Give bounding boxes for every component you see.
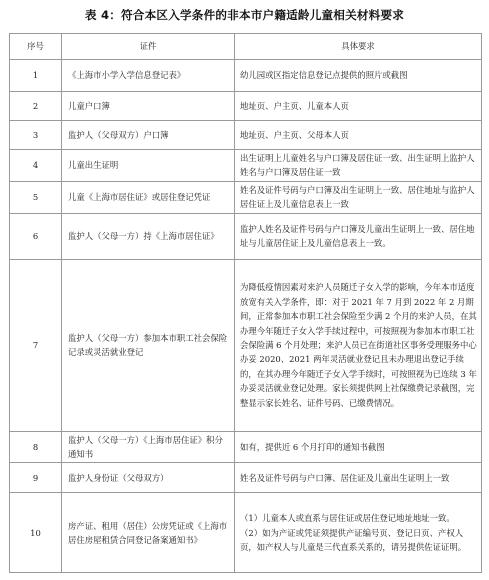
table-row <box>10 60 482 92</box>
table-row <box>10 431 482 463</box>
row-number: 1 <box>10 60 62 92</box>
requirement-cell: 监护人姓名及证件号码与户口簿及儿童出生证明上一致、居住地址与儿童居住证上及儿童信息表上一致。 <box>235 213 482 259</box>
requirements-table <box>9 33 482 573</box>
requirement-cell: 幼儿园或区指定信息登记点提供的照片或截图 <box>235 60 482 92</box>
table-header-row <box>10 34 482 60</box>
document-cell: 儿童《上海市居住证》或居住登记凭证 <box>62 181 235 213</box>
requirement-cell: 出生证明上儿童姓名与户口簿及居住证一致、出生证明上监护人姓名与户口簿及居住证一致 <box>235 150 482 182</box>
requirement-cell: （1）儿童本人或直系与居住证或居住登记地址地址一致。 （2）如为产证或凭证须提供产证编号页、登记日页、产权人页，如产权人与儿童是三代直系关系的，请另提供佐证证明。 <box>235 493 482 573</box>
table-title: 表 4：符合本区入学条件的非本市户籍适龄儿童相关材料要求 <box>84 8 405 22</box>
row-number: 9 <box>10 463 62 493</box>
header-no: 序号 <box>10 34 62 60</box>
document-cell: 房产证、租用（居住）公房凭证或《上海市居住房屋租赁合同登记备案通知书》 <box>62 493 235 573</box>
header-requirement: 具体要求 <box>235 34 482 60</box>
row-number: 2 <box>10 92 62 121</box>
table-row <box>10 493 482 573</box>
requirement-cell: 为降低疫情因素对来沪人员随迁子女入学的影响，今年本市适度放宽有关入学条件，即：对于 2021 年 7 月到 2022 年 2 月期间，正常参加本市职工社会保险至少满 2 个月的来沪人员，在其办理今年随迁子女入学手续过程中，可按照视为参加本市职工社会保险满 6 个月处理；来沪人员已在街道社区事务受理服务中心办妥 2020、2021 两年灵活就业登记且未办理退出登记手续的，在其办理今年随迁子女入学手续时，可按照视为已连续 3 年办妥灵活就业登记处理。家长须提供网上社保缴费记录截图，完整显示家长姓名、证件号码、已缴费情况。 <box>235 259 482 431</box>
table-row <box>10 92 482 121</box>
document-cell: 儿童出生证明 <box>62 150 235 182</box>
requirement-cell: 如有，提供近 6 个月打印的通知书截图 <box>235 431 482 463</box>
table-row <box>10 463 482 493</box>
row-number: 10 <box>10 493 62 573</box>
row-number: 7 <box>10 259 62 431</box>
table-row <box>10 213 482 259</box>
document-cell: 监护人身份证（父母双方） <box>62 463 235 493</box>
document-cell: 《上海市小学入学信息登记表》 <box>62 60 235 92</box>
row-number: 4 <box>10 150 62 182</box>
document-cell: 监护人（父母一方）《上海市居住证》积分通知书 <box>62 431 235 463</box>
row-number: 5 <box>10 181 62 213</box>
table-row <box>10 150 482 182</box>
row-number: 3 <box>10 121 62 150</box>
header-document: 证件 <box>62 34 235 60</box>
document-cell: 监护人（父母一方）参加本市职工社会保险记录或灵活就业登记 <box>62 259 235 431</box>
requirement-cell: 姓名及证件号码与户口簿、居住证及儿童出生证明上一致 <box>235 463 482 493</box>
row-number: 6 <box>10 213 62 259</box>
row-number: 8 <box>10 431 62 463</box>
table-row <box>10 259 482 431</box>
requirement-cell: 姓名及证件号码与户口簿及出生证明上一致、居住地址与监护人居住证上及儿童信息表上一致 <box>235 181 482 213</box>
document-cell: 监护人（父母一方）持《上海市居住证》 <box>62 213 235 259</box>
table-row <box>10 181 482 213</box>
requirement-cell: 地址页、户主页、父母本人页 <box>235 121 482 150</box>
document-cell: 儿童户口簿 <box>62 92 235 121</box>
requirement-cell: 地址页、户主页、儿童本人页 <box>235 92 482 121</box>
document-cell: 监护人（父母双方）户口簿 <box>62 121 235 150</box>
table-row <box>10 121 482 150</box>
